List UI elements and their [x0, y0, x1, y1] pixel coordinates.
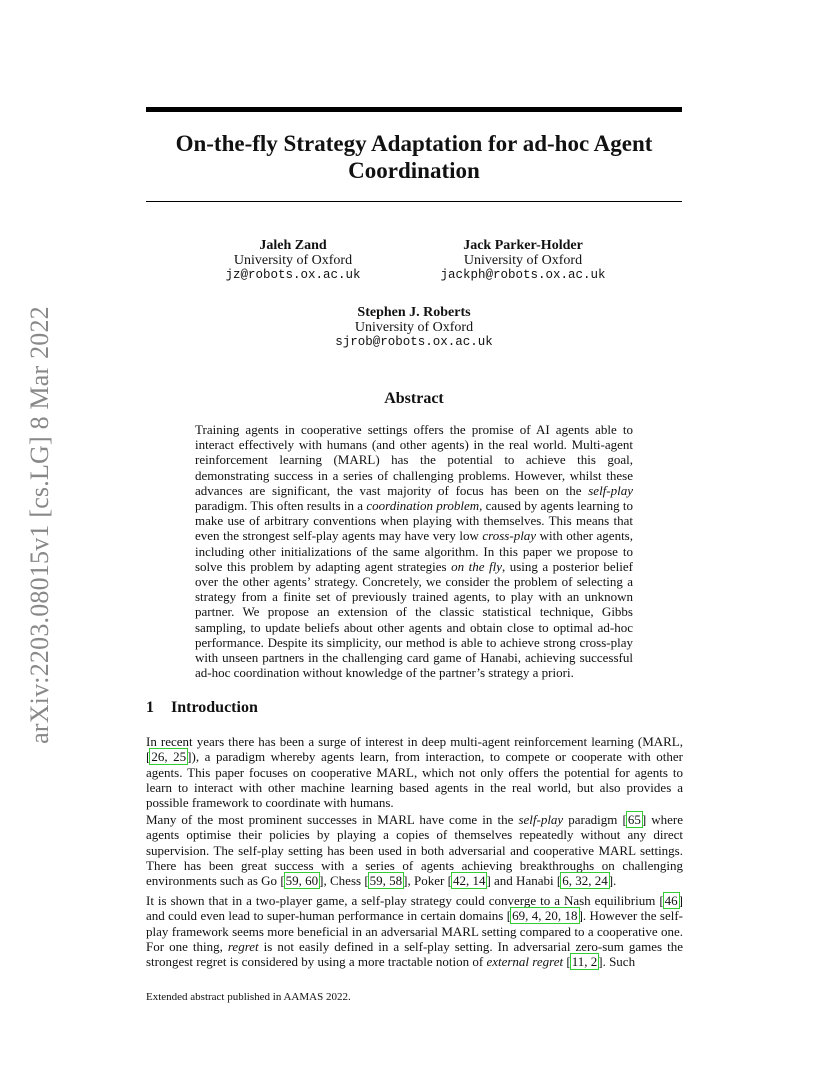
author-email[interactable]: sjrob@robots.ox.ac.uk [335, 335, 493, 349]
arxiv-identifier: arXiv:2203.08015v1 [cs.LG] 8 Mar 2022 [25, 306, 54, 744]
author-email[interactable]: jackph@robots.ox.ac.uk [440, 268, 606, 282]
section-number: 1 [146, 699, 154, 716]
author-name: Stephen J. Roberts [357, 305, 471, 320]
title-line-1: On-the-fly Strategy Adaptation for ad-hoc Agent [175, 131, 653, 156]
author-block [430, 238, 616, 283]
author-name: Jaleh Zand [259, 238, 327, 253]
citation-link[interactable]: 59, 60 [285, 873, 319, 889]
intro-paragraph-2: Many of the most prominent successes in MARL have come in the self-play paradigm [65] where agents optimise their policies by playing a copies of themselves repeatedly without any direct supervision. The self-play setting has been used in both adversarial and cooperative MARL settings. There has been great success with a series of agents achieving breakthroughs on challenging environments such as Go [59, 60], Chess [59, 58], Poker [42, 14] and Hanabi [6, 32, 24]. [146, 812, 683, 889]
abstract-heading: Abstract [384, 390, 444, 407]
author-affiliation: University of Oxford [233, 253, 353, 268]
author-name: Jack Parker-Holder [463, 238, 583, 253]
author-affiliation: University of Oxford [463, 253, 583, 268]
section-heading-introduction [146, 699, 258, 717]
citation-link[interactable]: 65 [627, 812, 641, 827]
author-block [320, 305, 508, 350]
footnote: Extended abstract published in AAMAS 2022. [146, 991, 351, 1003]
section-title: Introduction [171, 699, 258, 716]
title-rule-bottom [146, 201, 682, 202]
citation-link[interactable]: 69, 4, 20, 18 [512, 908, 578, 924]
citation-link[interactable]: 11, 2 [571, 954, 598, 970]
citation-link[interactable]: 46 [664, 893, 678, 908]
paper-title [146, 130, 682, 184]
citation-link[interactable]: 42, 14 [452, 873, 486, 889]
citation-link[interactable]: 26, 25 [151, 749, 187, 765]
title-rule-top [146, 107, 682, 112]
abstract-text: Training agents in cooperative settings offers the promise of AI agents able to interact effectively with humans (and other agents) in the real world. Multi-agent reinforcement learning (MARL) has the potential to achieve this goal, demonstrating success in a series of challenging problems. However, whilst these advances are significant, the vast majority of focus has been on the self-play paradigm. This often results in a coordination problem, caused by agents learning to make use of arbitrary conventions when playing with themselves. This means that even the strongest self-play agents may have very low cross-play with other agents, including other initializations of the same algorithm. In this paper we propose to solve this problem by adapting agent strategies on the fly, using a posterior belief over the other agents’ strategy. Concretely, we consider the problem of selecting a strategy from a finite set of previously trained agents, to play with an unknown partner. We propose an extension of the classic statistical technique, Gibbs sampling, to update beliefs about other agents and obtain close to optimal ad-hoc performance. Despite its simplicity, our method is able to achieve strong cross-play with unseen partners in the challenging card game of Hanabi, achieving successful ad-hoc coordination without knowledge of the partner’s strategy a priori. [195, 422, 633, 681]
author-email[interactable]: jz@robots.ox.ac.uk [225, 268, 361, 282]
author-affiliation: University of Oxford [354, 320, 474, 335]
title-line-2: Coordination [348, 158, 480, 183]
arxiv-sidebar [25, 290, 55, 760]
intro-paragraph-1: In recent years there has been a surge of interest in deep multi-agent reinforcement learning (MARL, [26, 25]), a paradigm whereby agents learn, from interaction, to compete or cooperate with other agents. This paper focuses on cooperative MARL, which not only offers the potential for agents to learn to interact with other machine learning based agents in the real world, but also provides a possible framework to coordinate with humans. [146, 734, 683, 811]
author-block [200, 238, 386, 283]
intro-paragraph-3: It is shown that in a two-player game, a self-play strategy could converge to a Nash equilibrium [46] and could even lead to super-human performance in certain domains [69, 4, 20, 18]. However the self-play framework seems more beneficial in an adversarial MARL setting compared to a cooperative one. For one thing, regret is not easily defined in a self-play setting. In adversarial zero-sum games the strongest regret is considered by using a more tractable notion of external regret [11, 2]. Such [146, 893, 683, 970]
citation-link[interactable]: 6, 32, 24 [562, 873, 608, 889]
citation-link[interactable]: 59, 58 [369, 873, 403, 889]
